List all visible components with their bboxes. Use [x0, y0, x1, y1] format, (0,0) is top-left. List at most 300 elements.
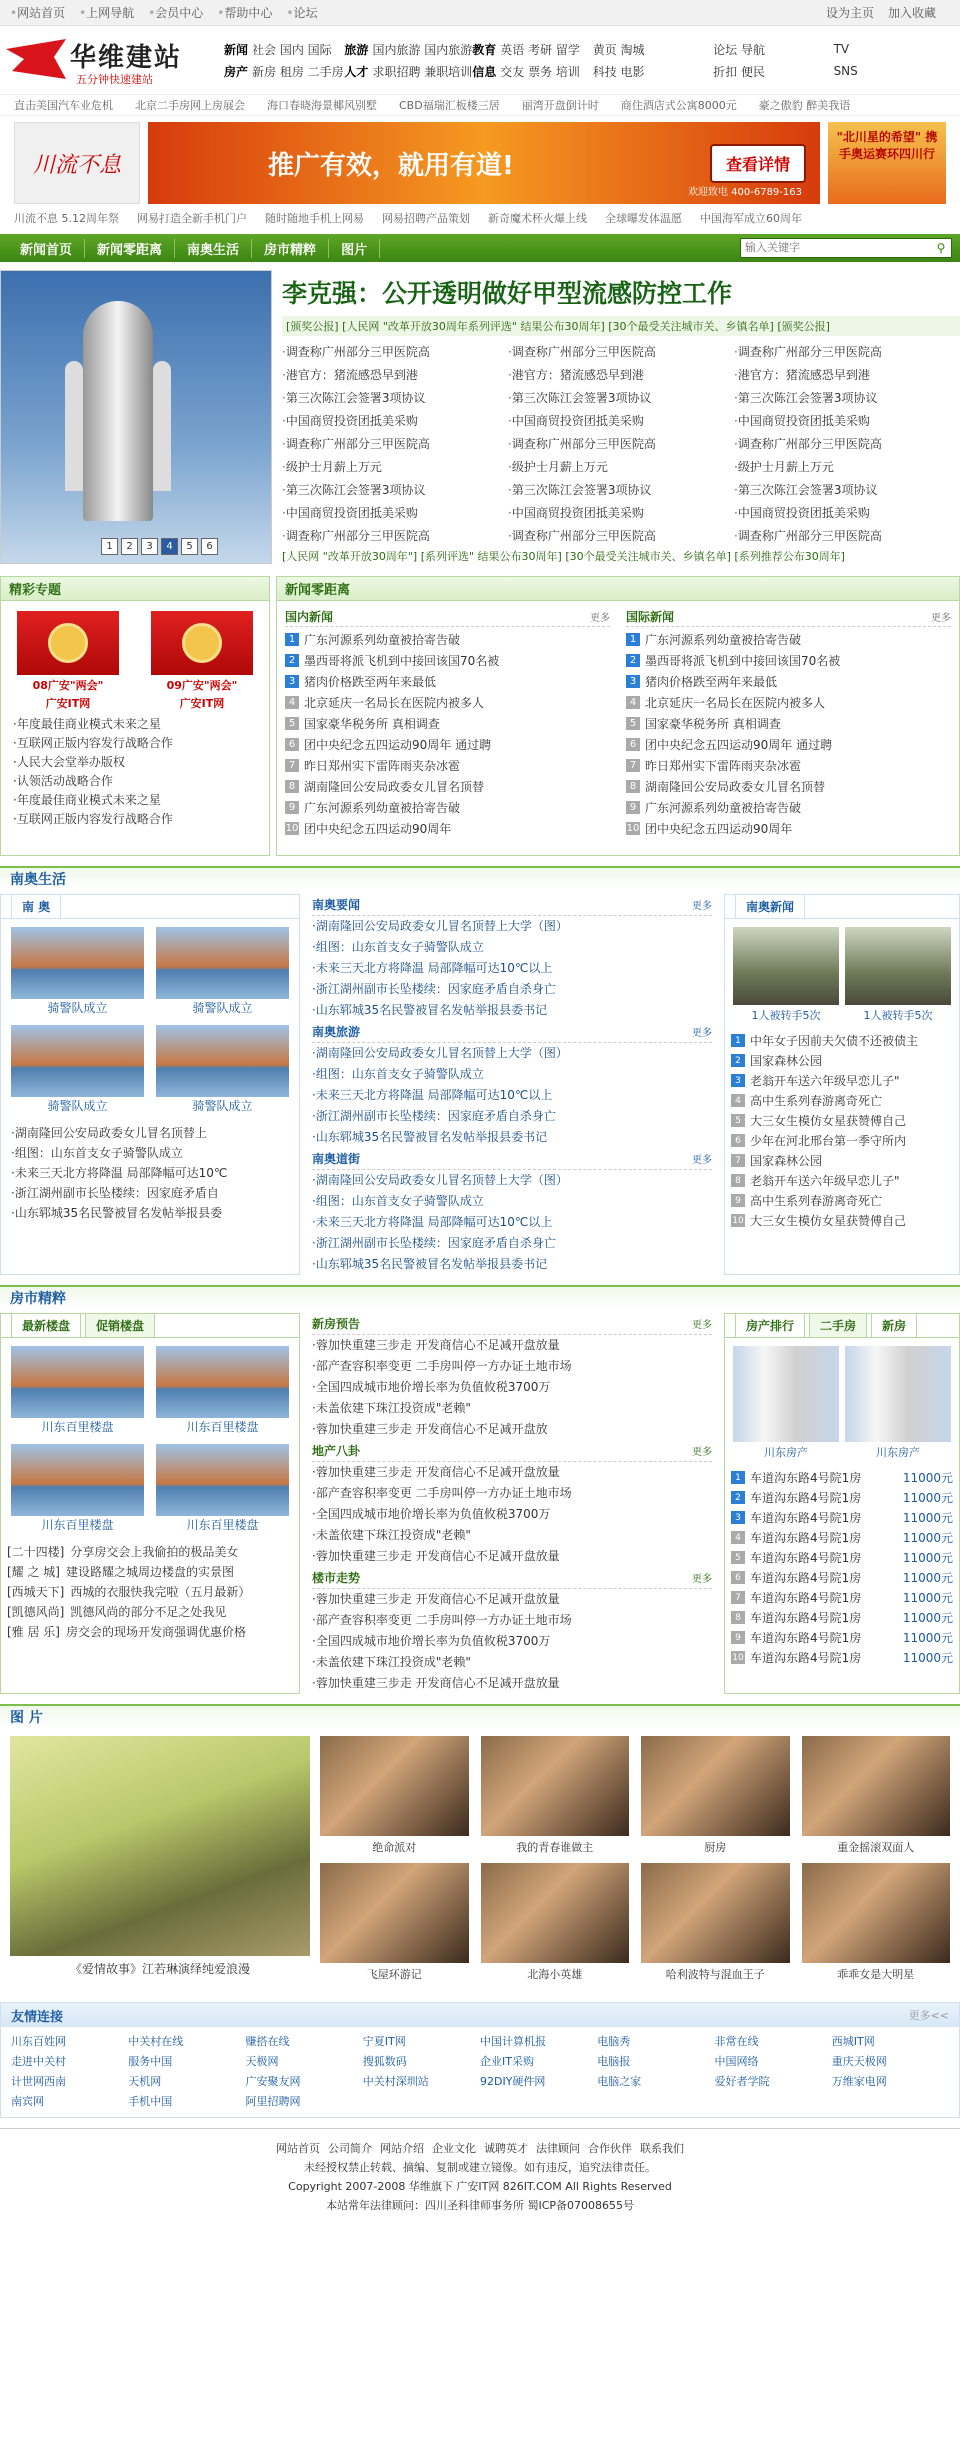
headline-list-item[interactable]: · 中国商贸投资团抵美采购	[734, 411, 960, 431]
top-right-link[interactable]: 设为主页	[825, 6, 874, 20]
news-item-text[interactable]: 广东河源系列幼童被拾寄告破	[645, 633, 802, 647]
nanao-news-text[interactable]: 老翁开车送六年级早恋儿子"	[750, 1074, 900, 1088]
text-ad[interactable]: 中国海军成立60周年	[700, 212, 802, 225]
ranking-item[interactable]	[725, 1588, 959, 1608]
news-item-text[interactable]: 团中央纪念五四运动90周年	[304, 822, 452, 836]
estate-forum-title[interactable]: 房交会的现场开发商强调优惠价格	[66, 1625, 247, 1639]
news-item[interactable]	[285, 650, 610, 671]
headline-title[interactable]: 李克强：公开透明做好甲型流感防控工作	[282, 279, 733, 308]
news-item-text[interactable]: 猪肉价格跌至两年来最低	[304, 675, 437, 689]
picture-caption[interactable]: 乖乖女是大明星	[837, 1968, 915, 1981]
banner-main[interactable]	[148, 122, 820, 204]
mid-list-item[interactable]: · 湖南隆回公安局政委女儿冒名顶替上大学（图）	[312, 1043, 712, 1064]
nanao-list-item[interactable]: · 湖南隆回公安局政委女儿冒名顶替上	[1, 1123, 299, 1143]
channel-nav-items[interactable]: 求职招聘 兼职培训	[372, 64, 473, 79]
mid-list-item[interactable]: · 蓉加快重建三步走 开发商信心不足减开盘放量	[312, 1589, 712, 1610]
mid-list-item[interactable]: · 组图：山东首支女子骑警队成立	[312, 1191, 712, 1212]
nanao-news-item[interactable]	[725, 1211, 959, 1231]
channel-nav-items[interactable]: SNS	[833, 64, 858, 78]
channel-nav-items[interactable]: 黄页 淘城	[592, 42, 645, 57]
nanao-news-item[interactable]	[725, 1071, 959, 1091]
ranking-tab[interactable]: 二手房	[809, 1313, 867, 1337]
estate-forum-title[interactable]: 凯德风尚的部分不足之处我见	[70, 1605, 227, 1619]
friend-links-more[interactable]: 更多<<	[908, 2009, 949, 2022]
ranking-photo-card[interactable]	[733, 1346, 839, 1460]
big-picture[interactable]	[10, 1736, 310, 1982]
headline-list-item[interactable]: · 港官方：猪流感恐早到港	[508, 365, 734, 385]
news-item-text[interactable]: 国家豪华税务所 真相调查	[304, 717, 440, 731]
news-item[interactable]	[285, 629, 610, 650]
mid-list-item[interactable]: · 未盖依建下珠江投资成"老赖"	[312, 1525, 712, 1546]
ranking-photo-card[interactable]	[845, 1346, 951, 1460]
mid-group-title[interactable]: 楼市走势	[312, 1571, 361, 1585]
estate-photo-caption[interactable]: 川东百里楼盘	[41, 1420, 114, 1434]
estate-forum-item[interactable]	[1, 1582, 299, 1602]
news-column-title[interactable]: 国际新闻	[626, 610, 675, 624]
ranking-address[interactable]: 车道沟东路4号院1房	[750, 1511, 862, 1525]
channel-nav-items[interactable]: 社会 国内 国际	[252, 42, 332, 57]
ranking-item[interactable]	[725, 1628, 959, 1648]
picture-card[interactable]	[802, 1863, 951, 1982]
friend-link[interactable]: 中关村深圳站	[362, 2075, 429, 2088]
headline-list-item[interactable]: · 中国商贸投资团抵美采购	[508, 411, 734, 431]
estate-forum-tag[interactable]: [西城天下]	[7, 1585, 65, 1599]
featured-topic-item[interactable]: · 年度最佳商业模式未来之星	[1, 715, 269, 734]
headline-list-item[interactable]: · 第三次陈江会签署3项协议	[734, 480, 960, 500]
news-item-text[interactable]: 广东河源系列幼童被拾寄告破	[645, 801, 802, 815]
banner-right[interactable]: "北川星的希望" 携手奥运赛环四川行	[828, 122, 946, 204]
footer-nav-link[interactable]: 诚聘英才	[484, 2142, 528, 2155]
text-ad[interactable]: 丽湾开盘倒计时	[521, 99, 599, 112]
headline-list-item[interactable]: · 调查称广州部分三甲医院高	[282, 434, 508, 454]
text-ad[interactable]: 川流不息 5.12周年祭	[14, 212, 119, 225]
slide-page-button[interactable]: 2	[121, 538, 138, 555]
nanao-news-text[interactable]: 高中生系列春游离奇死亡	[750, 1194, 883, 1208]
mid-group-title[interactable]: 南奥道街	[312, 1152, 361, 1166]
estate-forum-item[interactable]	[1, 1602, 299, 1622]
nanao-news-item[interactable]	[725, 1191, 959, 1211]
news-item[interactable]	[285, 671, 610, 692]
friend-link[interactable]: 搜狐数码	[362, 2055, 407, 2068]
headline-list-item[interactable]: · 第三次陈江会签署3项协议	[282, 480, 508, 500]
estate-photo-card[interactable]	[11, 1444, 144, 1534]
picture-caption[interactable]: 厨房	[704, 1841, 727, 1854]
channel-nav-items[interactable]: 折扣 便民	[713, 64, 765, 79]
friend-link[interactable]: 电脑秀	[597, 2035, 631, 2048]
picture-card[interactable]	[481, 1736, 630, 1855]
headline-subtitle[interactable]: [颁奖公报] [人民网 "改革开放30周年系列评选" 结果公布30周年] [30个最受关注城市关、乡镇名单] [颁奖公报]	[282, 316, 960, 336]
headline-list-item[interactable]: · 港官方：猪流感恐早到港	[282, 365, 508, 385]
news-item[interactable]	[285, 734, 610, 755]
more-link[interactable]: 更多	[692, 1320, 712, 1331]
headline-list-item[interactable]: · 调查称广州部分三甲医院高	[282, 342, 508, 362]
news-item-text[interactable]: 墨西哥将派飞机到中接回该国70名被	[645, 654, 841, 668]
nanao-news-item[interactable]	[725, 1171, 959, 1191]
nanao-list-item[interactable]: · 未来三天北方将降温 局部降幅可达10℃	[1, 1163, 299, 1183]
ranking-item[interactable]	[725, 1608, 959, 1628]
tab-nanao-news[interactable]: 南奥新闻	[735, 894, 805, 918]
mid-list-item[interactable]: · 蓉加快重建三步走 开发商信心不足减开盘放	[312, 1419, 712, 1440]
news-item[interactable]	[626, 734, 951, 755]
top-right-link[interactable]: 加入收藏	[887, 6, 936, 20]
news-photo-caption[interactable]: 1人被转手5次	[863, 1009, 933, 1022]
mid-list-item[interactable]: · 未来三天北方将降温 局部降幅可达10℃以上	[312, 958, 712, 979]
text-ad[interactable]: 随时随地手机上网易	[265, 212, 364, 225]
mid-list-item[interactable]: · 浙江湖州副市长坠楼续：因家庭矛盾自杀身亡	[312, 979, 712, 1000]
featured-topic-item[interactable]: · 互联网正版内容发行战略合作	[1, 734, 269, 753]
slide-page-button[interactable]: 6	[201, 538, 218, 555]
news-item-text[interactable]: 团中央纪念五四运动90周年 通过聘	[645, 738, 833, 752]
ranking-address[interactable]: 车道沟东路4号院1房	[750, 1611, 862, 1625]
big-picture-caption[interactable]: 《爱情故事》江若琳演绎纯爱浪漫	[69, 1962, 250, 1976]
friend-link[interactable]: 天机网	[128, 2075, 162, 2088]
search-icon[interactable]: ⚲	[936, 241, 946, 255]
channel-nav-items[interactable]: 科技 电影	[592, 64, 645, 79]
site-logo[interactable]	[6, 31, 218, 89]
ranking-item[interactable]	[725, 1488, 959, 1508]
top-link[interactable]: • 上网导航	[79, 6, 134, 20]
tab-nanao[interactable]: 南 奥	[11, 894, 61, 918]
picture-caption[interactable]: 重金摇滚双面人	[837, 1841, 915, 1854]
estate-photo-caption[interactable]: 川东百里楼盘	[186, 1420, 259, 1434]
friend-link[interactable]: 92DIY硬件网	[480, 2075, 546, 2088]
photo-card[interactable]	[156, 1025, 289, 1115]
channel-nav-heading[interactable]: 新闻	[224, 42, 249, 57]
ranking-address[interactable]: 车道沟东路4号院1房	[750, 1651, 862, 1665]
news-item[interactable]	[285, 776, 610, 797]
main-nav-item[interactable]: 房市精粹	[252, 239, 329, 258]
ranking-address[interactable]: 车道沟东路4号院1房	[750, 1491, 862, 1505]
main-nav-item[interactable]: 图片	[329, 239, 380, 258]
estate-photo-caption[interactable]: 川东百里楼盘	[186, 1518, 259, 1532]
featured-topic-item[interactable]: · 年度最佳商业模式未来之星	[1, 791, 269, 810]
estate-forum-tag[interactable]: [雅 居 乐]	[7, 1625, 60, 1639]
channel-nav-items[interactable]: 英语 考研 留学	[500, 42, 580, 57]
mid-group-title[interactable]: 新房预告	[312, 1317, 361, 1331]
news-item[interactable]	[626, 755, 951, 776]
photo-caption[interactable]: 骑警队成立	[192, 1001, 253, 1015]
headline-list-item[interactable]: · 调查称广州部分三甲医院高	[508, 342, 734, 362]
slide-page-button[interactable]: 4	[161, 538, 178, 555]
nanao-news-text[interactable]: 大三女生模仿女星获赞傅自己	[750, 1214, 907, 1228]
channel-nav-heading[interactable]: 信息	[472, 64, 497, 79]
friend-link[interactable]: 企业IT采购	[480, 2055, 534, 2068]
friend-link[interactable]: 万维家电网	[831, 2075, 887, 2088]
nanao-news-item[interactable]	[725, 1091, 959, 1111]
estate-forum-title[interactable]: 西城的衣服快我完啦（五月最新）	[70, 1585, 251, 1599]
friend-link[interactable]: 广安聚友网	[245, 2075, 301, 2088]
picture-caption[interactable]: 绝命派对	[372, 1841, 417, 1854]
more-link[interactable]: 更多	[692, 1447, 712, 1458]
text-ad[interactable]: CBD福瑞汇板楼三居	[399, 99, 500, 112]
nanao-news-text[interactable]: 老翁开车送六年级早恋儿子"	[750, 1174, 900, 1188]
photo-caption[interactable]: 骑警队成立	[47, 1001, 108, 1015]
nanao-news-item[interactable]	[725, 1111, 959, 1131]
friend-link[interactable]: 电脑之家	[597, 2075, 642, 2088]
headline-list-item[interactable]: · 第三次陈江会签署3项协议	[508, 480, 734, 500]
mid-list-item[interactable]: · 组图：山东首支女子骑警队成立	[312, 937, 712, 958]
footer-nav-link[interactable]: 联系我们	[640, 2142, 684, 2155]
footer-nav-link[interactable]: 合作伙伴	[588, 2142, 632, 2155]
estate-photo-card[interactable]	[11, 1346, 144, 1436]
headline-list-item[interactable]: · 调查称广州部分三甲医院高	[734, 434, 960, 454]
friend-link[interactable]: 中国网络	[714, 2055, 759, 2068]
featured-topic-card[interactable]	[151, 611, 253, 711]
mid-list-item[interactable]: · 蓉加快重建三步走 开发商信心不足减开盘放量	[312, 1546, 712, 1567]
mid-list-item[interactable]: · 山东郓城35名民警被冒名发帖举报县委书记	[312, 1000, 712, 1021]
news-item-text[interactable]: 湖南隆回公安局政委女儿冒名顶替	[304, 780, 485, 794]
nanao-news-item[interactable]	[725, 1031, 959, 1051]
ranking-address[interactable]: 车道沟东路4号院1房	[750, 1591, 862, 1605]
ranking-photo-caption[interactable]: 川东房产	[876, 1446, 920, 1459]
ranking-address[interactable]: 车道沟东路4号院1房	[750, 1551, 862, 1565]
ranking-item[interactable]	[725, 1468, 959, 1488]
mid-list-item[interactable]: · 部产查容积率变更 二手房叫停一方办证土地市场	[312, 1483, 712, 1504]
news-item[interactable]	[626, 818, 951, 839]
picture-card[interactable]	[320, 1863, 469, 1982]
ranking-item[interactable]	[725, 1648, 959, 1668]
mid-list-item[interactable]: · 湖南隆回公安局政委女儿冒名顶替上大学（图）	[312, 916, 712, 937]
mid-list-item[interactable]: · 组图：山东首支女子骑警队成立	[312, 1064, 712, 1085]
headline-list-item[interactable]: · 第三次陈江会签署3项协议	[508, 388, 734, 408]
headline-list-item[interactable]: · 调查称广州部分三甲医院高	[734, 526, 960, 546]
text-ad[interactable]: 商住酒店式公寓8000元	[620, 99, 737, 112]
friend-link[interactable]: 阿里招聘网	[245, 2095, 301, 2108]
featured-topic-item[interactable]: · 人民大会堂举办版权	[1, 753, 269, 772]
nanao-news-text[interactable]: 国家森林公园	[750, 1054, 823, 1068]
channel-nav-items[interactable]: TV	[833, 42, 850, 56]
ranking-item[interactable]	[725, 1508, 959, 1528]
text-ad[interactable]: 网易打造全新手机门户	[137, 212, 247, 225]
nanao-news-text[interactable]: 国家森林公园	[750, 1154, 823, 1168]
text-ad[interactable]: 海口春晓海景椰风别墅	[267, 99, 377, 112]
banner-left[interactable]: 川流不息	[14, 122, 140, 204]
headline-list-item[interactable]: · 级护士月薪上万元	[508, 457, 734, 477]
picture-caption[interactable]: 哈利波特与混血王子	[665, 1968, 765, 1981]
main-nav-item[interactable]: 南奥生活	[175, 239, 252, 258]
news-item-text[interactable]: 广东河源系列幼童被拾寄告破	[304, 801, 461, 815]
more-link[interactable]: 更多	[692, 1028, 712, 1039]
mid-list-item[interactable]: · 湖南隆回公安局政委女儿冒名顶替上大学（图）	[312, 1170, 712, 1191]
headline-list-item[interactable]: · 中国商贸投资团抵美采购	[282, 411, 508, 431]
estate-photo-card[interactable]	[156, 1346, 289, 1436]
mid-list-item[interactable]: · 蓉加快重建三步走 开发商信心不足减开盘放量	[312, 1462, 712, 1483]
channel-nav-items[interactable]: 论坛 导航	[713, 42, 765, 57]
picture-card[interactable]	[641, 1736, 790, 1855]
estate-photo-card[interactable]	[156, 1444, 289, 1534]
picture-caption[interactable]: 飞屋环游记	[366, 1968, 422, 1981]
main-nav-item[interactable]: 新闻零距离	[85, 239, 175, 258]
headline-list-item[interactable]: · 第三次陈江会签署3项协议	[282, 388, 508, 408]
news-photo-card[interactable]	[845, 927, 951, 1023]
footer-nav-link[interactable]: 公司简介	[328, 2142, 372, 2155]
slide-page-button[interactable]: 1	[101, 538, 118, 555]
channel-nav-heading[interactable]: 人才	[344, 64, 369, 79]
mid-group-title[interactable]: 地产八卦	[312, 1444, 361, 1458]
nanao-news-item[interactable]	[725, 1151, 959, 1171]
news-item[interactable]	[626, 629, 951, 650]
channel-nav-items[interactable]: 新房 租房 二手房	[252, 64, 344, 79]
news-item[interactable]	[285, 713, 610, 734]
news-item-text[interactable]: 湖南隆回公安局政委女儿冒名顶替	[645, 780, 826, 794]
footer-nav-link[interactable]: 企业文化	[432, 2142, 476, 2155]
estate-forum-item[interactable]	[1, 1622, 299, 1642]
news-item-text[interactable]: 昨日郑州实下雷阵雨夹杂冰雹	[304, 759, 461, 773]
mid-list-item[interactable]: · 全国四成城市地价增长率为负值攸税3700万	[312, 1377, 712, 1398]
channel-nav-heading[interactable]: 旅游	[344, 42, 369, 57]
featured-topic-item[interactable]: · 认领活动战略合作	[1, 772, 269, 791]
mid-group-title[interactable]: 南奥旅游	[312, 1025, 361, 1039]
friend-link[interactable]: 西城IT网	[831, 2035, 875, 2048]
banner-detail-button[interactable]: 查看详情	[710, 144, 806, 183]
headline-list-item[interactable]: · 第三次陈江会签署3项协议	[734, 388, 960, 408]
picture-caption[interactable]: 我的青春谁做主	[516, 1841, 594, 1854]
estate-forum-title[interactable]: 分享房交会上我偷拍的极品美女	[70, 1545, 239, 1559]
photo-caption[interactable]: 骑警队成立	[192, 1099, 253, 1113]
top-link[interactable]: • 网站首页	[10, 6, 65, 20]
channel-nav-items[interactable]: 国内旅游 国内旅游	[372, 42, 473, 57]
news-column-title[interactable]: 国内新闻	[285, 610, 334, 624]
news-item-text[interactable]: 北京延庆一名局长在医院内被多人	[304, 696, 485, 710]
featured-topic-caption[interactable]: 广安IT网	[179, 697, 225, 710]
estate-photo-caption[interactable]: 川东百里楼盘	[41, 1518, 114, 1532]
friend-link[interactable]: 川东百姓网	[11, 2035, 66, 2048]
news-item[interactable]	[626, 776, 951, 797]
main-nav-item[interactable]: 新闻首页	[8, 239, 85, 258]
headline-list-item[interactable]: · 中国商贸投资团抵美采购	[734, 503, 960, 523]
news-item-text[interactable]: 团中央纪念五四运动90周年 通过聘	[304, 738, 492, 752]
photo-caption[interactable]: 骑警队成立	[47, 1099, 108, 1113]
headline-list-item[interactable]: · 调查称广州部分三甲医院高	[734, 342, 960, 362]
text-ad[interactable]: 豪之傲豹 醉美我语	[758, 99, 851, 112]
featured-topic-item[interactable]: · 互联网正版内容发行战略合作	[1, 810, 269, 829]
mid-list-item[interactable]: · 全国四成城市地价增长率为负值攸税3700万	[312, 1631, 712, 1652]
news-item[interactable]	[626, 713, 951, 734]
ranking-item[interactable]	[725, 1528, 959, 1548]
friend-link[interactable]: 服务中国	[128, 2055, 173, 2068]
picture-caption[interactable]: 北海小英雄	[527, 1968, 583, 1981]
nanao-news-text[interactable]: 中年女子因前夫欠债不还被债主	[750, 1034, 919, 1048]
news-item[interactable]	[626, 650, 951, 671]
mid-list-item[interactable]: · 蓉加快重建三步走 开发商信心不足减开盘放量	[312, 1335, 712, 1356]
featured-topic-badge[interactable]: 08广安"两会"	[32, 679, 104, 692]
news-photo-caption[interactable]: 1人被转手5次	[751, 1009, 821, 1022]
friend-link[interactable]: 电脑报	[597, 2055, 631, 2068]
slide-page-button[interactable]: 3	[141, 538, 158, 555]
more-link[interactable]: 更多	[692, 901, 712, 912]
news-item[interactable]	[285, 755, 610, 776]
mid-list-item[interactable]: · 浙江湖州副市长坠楼续：因家庭矛盾自杀身亡	[312, 1106, 712, 1127]
headline-list-item[interactable]: · 调查称广州部分三甲医院高	[508, 526, 734, 546]
nanao-news-text[interactable]: 高中生系列春游离奇死亡	[750, 1094, 883, 1108]
nanao-list-item[interactable]: · 组图：山东首支女子骑警队成立	[1, 1143, 299, 1163]
mid-list-item[interactable]: · 未盖依建下珠江投资成"老赖"	[312, 1398, 712, 1419]
news-item[interactable]	[626, 692, 951, 713]
mid-list-item[interactable]: · 浙江湖州副市长坠楼续：因家庭矛盾自杀身亡	[312, 1233, 712, 1254]
top-link[interactable]: • 论坛	[286, 6, 317, 20]
channel-nav-heading[interactable]: 教育	[472, 42, 497, 57]
headline-list-item[interactable]: · 中国商贸投资团抵美采购	[508, 503, 734, 523]
top-link[interactable]: • 帮助中心	[217, 6, 272, 20]
nanao-news-item[interactable]	[725, 1051, 959, 1071]
nanao-list-item[interactable]: · 浙江湖州副市长坠楼续：因家庭矛盾自	[1, 1183, 299, 1203]
photo-card[interactable]	[156, 927, 289, 1017]
channel-nav-items[interactable]: 交友 票务 培训	[500, 64, 580, 79]
nanao-news-text[interactable]: 大三女生模仿女星获赞傅自己	[750, 1114, 907, 1128]
mid-list-item[interactable]: · 山东郓城35名民警被冒名发帖举报县委书记	[312, 1254, 712, 1275]
more-link[interactable]: 更多	[590, 613, 610, 624]
friend-link[interactable]: 中国计算机报	[480, 2035, 546, 2048]
text-ad[interactable]: 全球曝发体温愿	[605, 212, 682, 225]
estate-tab[interactable]: 最新楼盘	[11, 1313, 81, 1337]
friend-link[interactable]: 中关村在线	[128, 2035, 184, 2048]
estate-forum-tag[interactable]: [耀 之 城]	[7, 1565, 60, 1579]
headline-list-item[interactable]: · 调查称广州部分三甲医院高	[282, 526, 508, 546]
channel-nav-heading[interactable]: 房产	[224, 64, 249, 79]
search-input[interactable]	[741, 239, 931, 257]
news-item[interactable]	[626, 671, 951, 692]
headline-bottom-links[interactable]: [人民网 "改革开放30周年"] [系列评选" 结果公布30周年] [30个最受关注城市关、乡镇名单] [系列推荐公布30周年]	[282, 550, 845, 563]
news-item-text[interactable]: 北京延庆一名局长在医院内被多人	[645, 696, 826, 710]
news-item-text[interactable]: 昨日郑州实下雷阵雨夹杂冰雹	[645, 759, 802, 773]
nanao-news-text[interactable]: 少年在河北邢台第一季守所内	[750, 1134, 907, 1148]
ranking-address[interactable]: 车道沟东路4号院1房	[750, 1471, 862, 1485]
friend-link[interactable]: 非常在线	[714, 2035, 759, 2048]
friend-link[interactable]: 天极网	[245, 2055, 279, 2068]
mid-list-item[interactable]: · 山东郓城35名民警被冒名发帖举报县委书记	[312, 1127, 712, 1148]
text-ad[interactable]: 直击美国汽车业危机	[14, 99, 113, 112]
news-item[interactable]	[285, 692, 610, 713]
ranking-photo-caption[interactable]: 川东房产	[764, 1446, 808, 1459]
nanao-list-item[interactable]: · 山东郓城35名民警被冒名发帖举报县委	[1, 1203, 299, 1223]
news-item[interactable]	[285, 797, 610, 818]
text-ad[interactable]: 北京二手房网上房展会	[135, 99, 245, 112]
ranking-address[interactable]: 车道沟东路4号院1房	[750, 1631, 862, 1645]
friend-link[interactable]: 重庆天极网	[831, 2055, 887, 2068]
featured-topic-caption[interactable]: 广安IT网	[45, 697, 91, 710]
friend-link[interactable]: 宁夏IT网	[362, 2035, 406, 2048]
friend-link[interactable]: 计世网西南	[11, 2075, 66, 2088]
mid-list-item[interactable]: · 蓉加快重建三步走 开发商信心不足减开盘放量	[312, 1673, 712, 1694]
photo-card[interactable]	[11, 1025, 144, 1115]
featured-topic-card[interactable]	[17, 611, 119, 711]
mid-list-item[interactable]: · 部产查容积率变更 二手房叫停一方办证土地市场	[312, 1610, 712, 1631]
headline-list-item[interactable]: · 中国商贸投资团抵美采购	[282, 503, 508, 523]
estate-forum-item[interactable]	[1, 1562, 299, 1582]
ranking-tab[interactable]: 新房	[871, 1313, 917, 1337]
estate-forum-tag[interactable]: [凯德风尚]	[7, 1605, 65, 1619]
footer-nav-link[interactable]: 网站首页	[276, 2142, 320, 2155]
mid-group-title[interactable]: 南奥要闻	[312, 898, 361, 912]
nanao-news-item[interactable]	[725, 1131, 959, 1151]
text-ad[interactable]: 网易招聘产品策划	[382, 212, 470, 225]
picture-card[interactable]	[641, 1863, 790, 1982]
mid-list-item[interactable]: · 未来三天北方将降温 局部降幅可达10℃以上	[312, 1212, 712, 1233]
mid-list-item[interactable]: · 全国四成城市地价增长率为负值攸税3700万	[312, 1504, 712, 1525]
mid-list-item[interactable]: · 未来三天北方将降温 局部降幅可达10℃以上	[312, 1085, 712, 1106]
slide-page-button[interactable]: 5	[181, 538, 198, 555]
news-item-text[interactable]: 团中央纪念五四运动90周年	[645, 822, 793, 836]
picture-card[interactable]	[802, 1736, 951, 1855]
ranking-item[interactable]	[725, 1548, 959, 1568]
news-item-text[interactable]: 国家豪华税务所 真相调查	[645, 717, 781, 731]
slideshow[interactable]	[0, 270, 272, 564]
picture-card[interactable]	[481, 1863, 630, 1982]
footer-nav-link[interactable]: 法律顾问	[536, 2142, 580, 2155]
news-photo-card[interactable]	[733, 927, 839, 1023]
estate-tab[interactable]: 促销楼盘	[85, 1313, 155, 1337]
friend-link[interactable]: 走进中关村	[11, 2055, 66, 2068]
